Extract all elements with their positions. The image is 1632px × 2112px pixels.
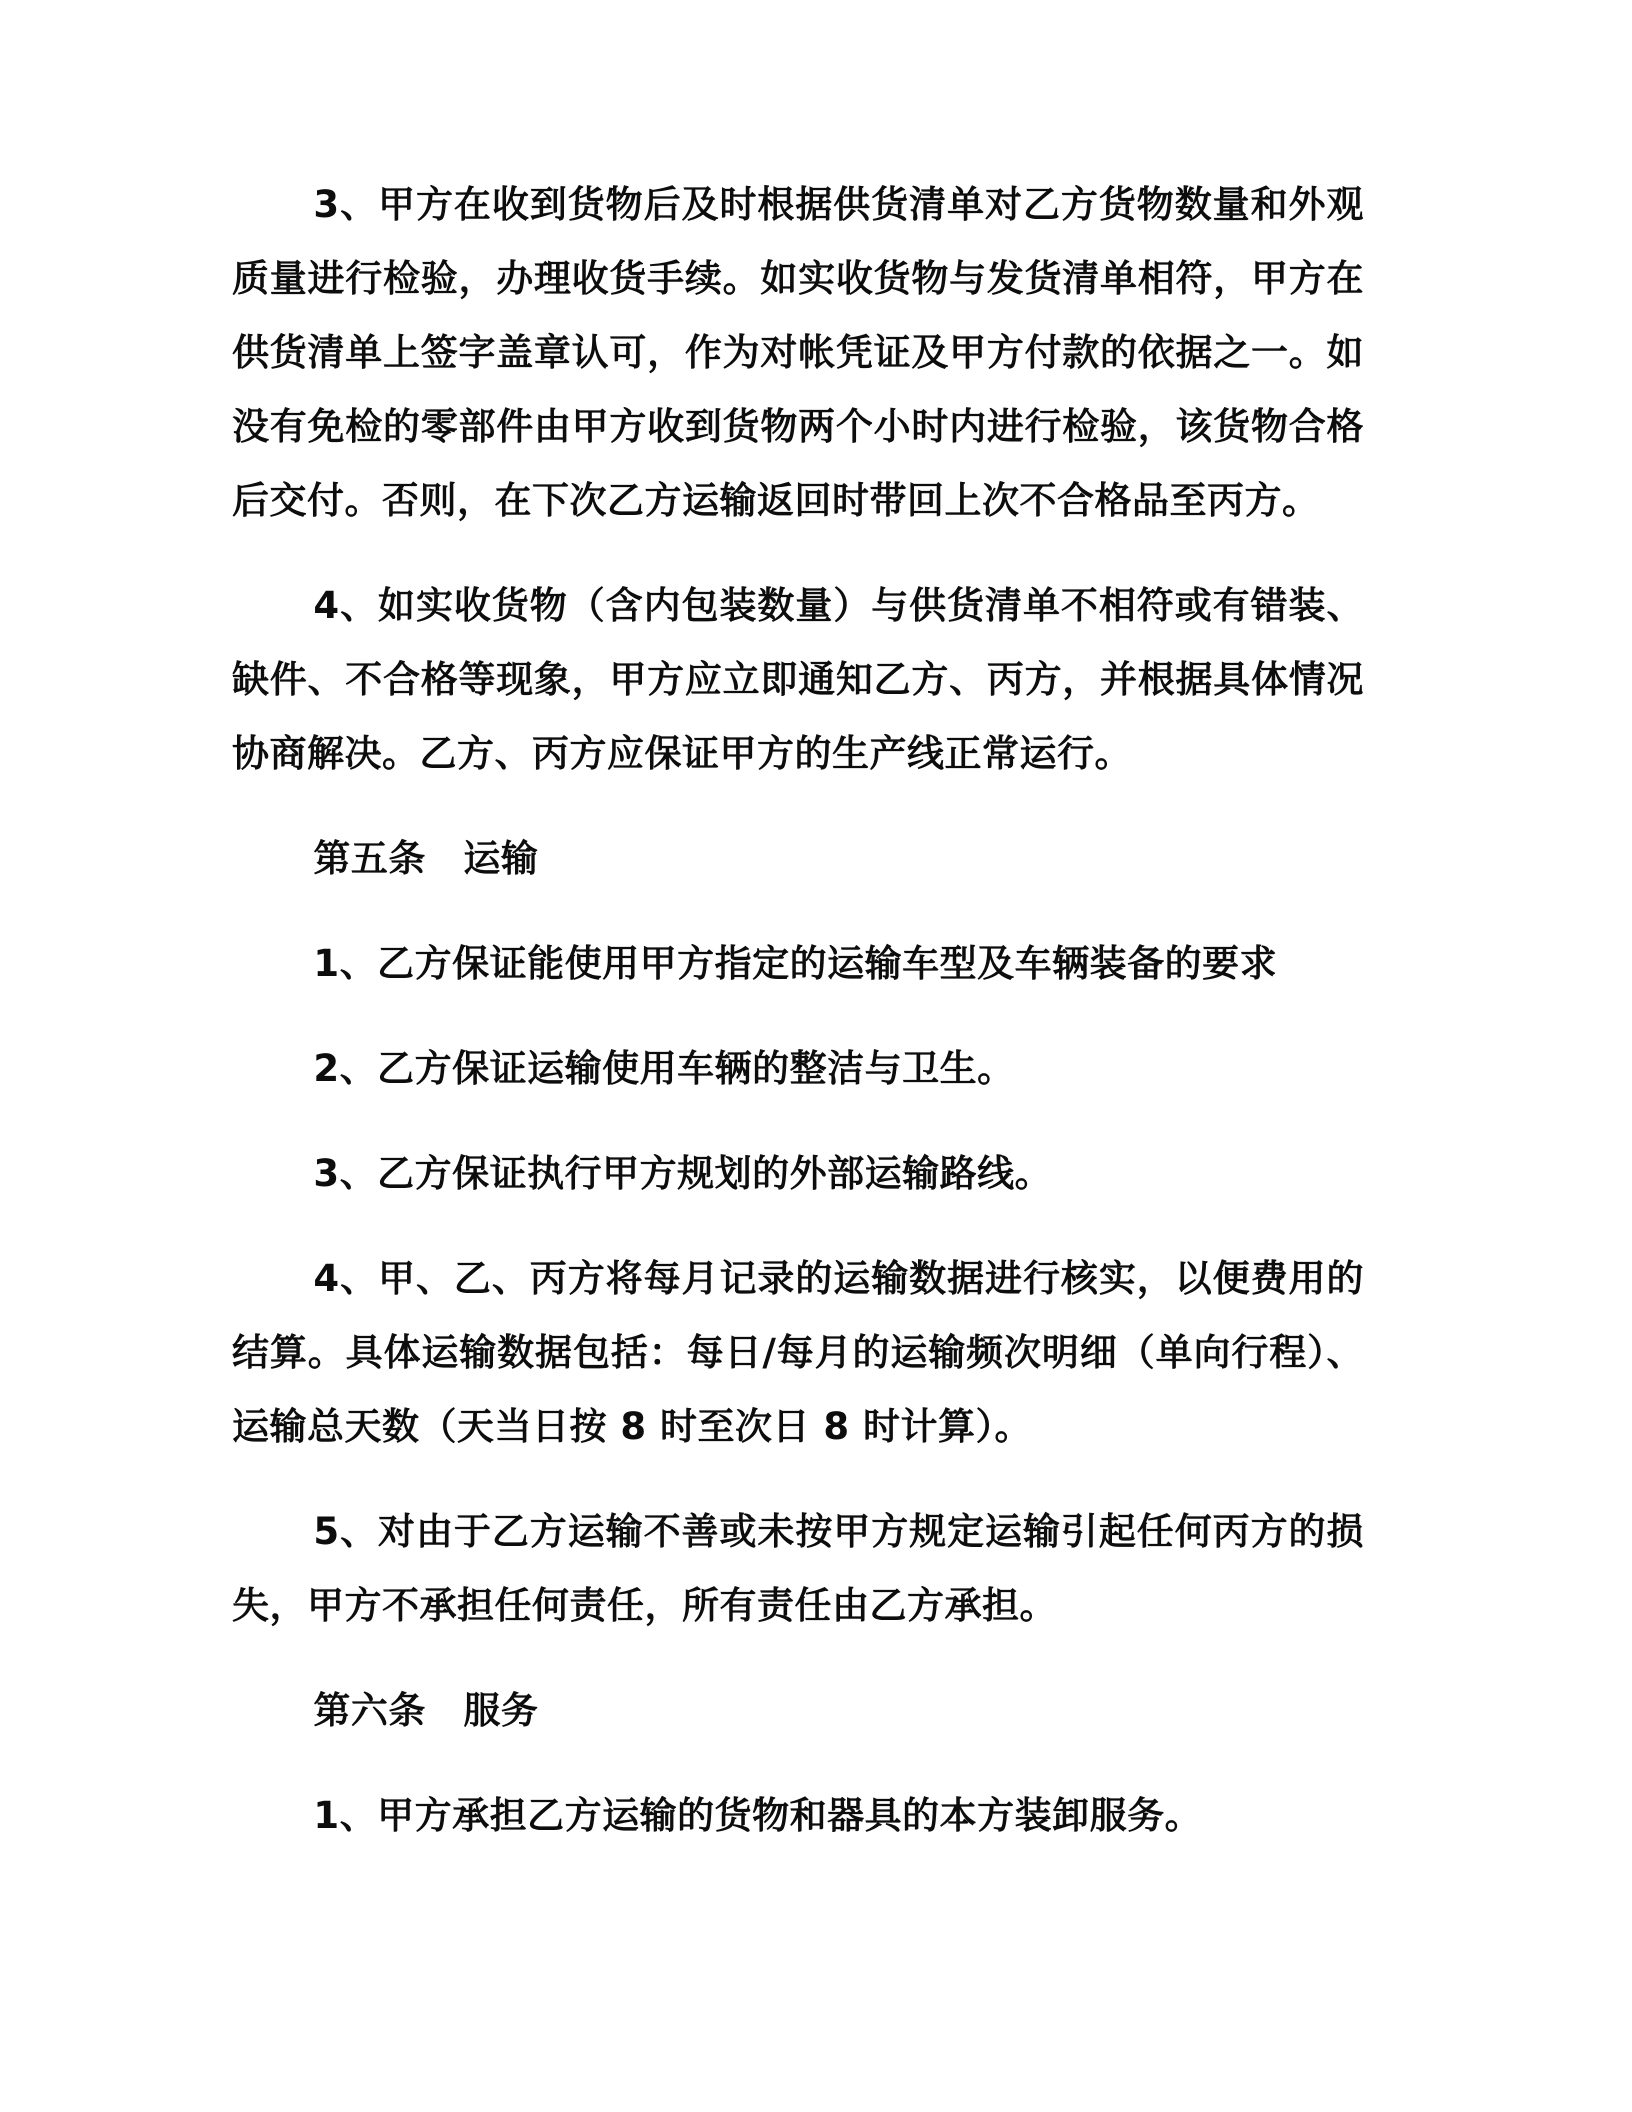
- clause-5-item-5: 5、对由于乙方运输不善或未按甲方规定运输引起任何丙方的损失，甲方不承担任何责任，所有责任由乙方承担。: [232, 1510, 1364, 1627]
- clause-5-item-2: 2、乙方保证运输使用车辆的整洁与卫生。: [313, 1047, 1015, 1090]
- section-heading-article-5-transport: 第五条 运输: [313, 837, 539, 880]
- clause-4-item-3: 3、甲方在收到货物后及时根据供货清单对乙方货物数量和外观质量进行检验，办理收货手续。如实收货物与发货清单相符，甲方在供货清单上签字盖章认可，作为对帐凭证及甲方付款的依据之一。如没有免检的零部件由甲方收到货物两个小时内进行检验，该货物合格后交付。否则，在下次乙方运输返回时带回上次不合格品至丙方。: [232, 183, 1364, 522]
- clause-5-item-3: 3、乙方保证执行甲方规划的外部运输路线。: [313, 1152, 1053, 1195]
- clause-5-item-4: 4、甲、乙、丙方将每月记录的运输数据进行核实，以便费用的结算。具体运输数据包括：每日/每月的运输频次明细（单向行程）、运输总天数（天当日按 8 时至次日 8 时计算）。: [232, 1257, 1364, 1448]
- document-body: [232, 168, 1364, 1853]
- clause-6-item-1: 1、甲方承担乙方运输的货物和器具的本方装卸服务。: [313, 1794, 1203, 1837]
- clause-5-item-1: 1、乙方保证能使用甲方指定的运输车型及车辆装备的要求: [313, 942, 1278, 985]
- clause-4-item-4: 4、如实收货物（含内包装数量）与供货清单不相符或有错装、缺件、不合格等现象，甲方应立即通知乙方、丙方，并根据具体情况协商解决。乙方、丙方应保证甲方的生产线正常运行。: [232, 584, 1364, 775]
- section-heading-article-6-service: 第六条 服务: [313, 1689, 539, 1732]
